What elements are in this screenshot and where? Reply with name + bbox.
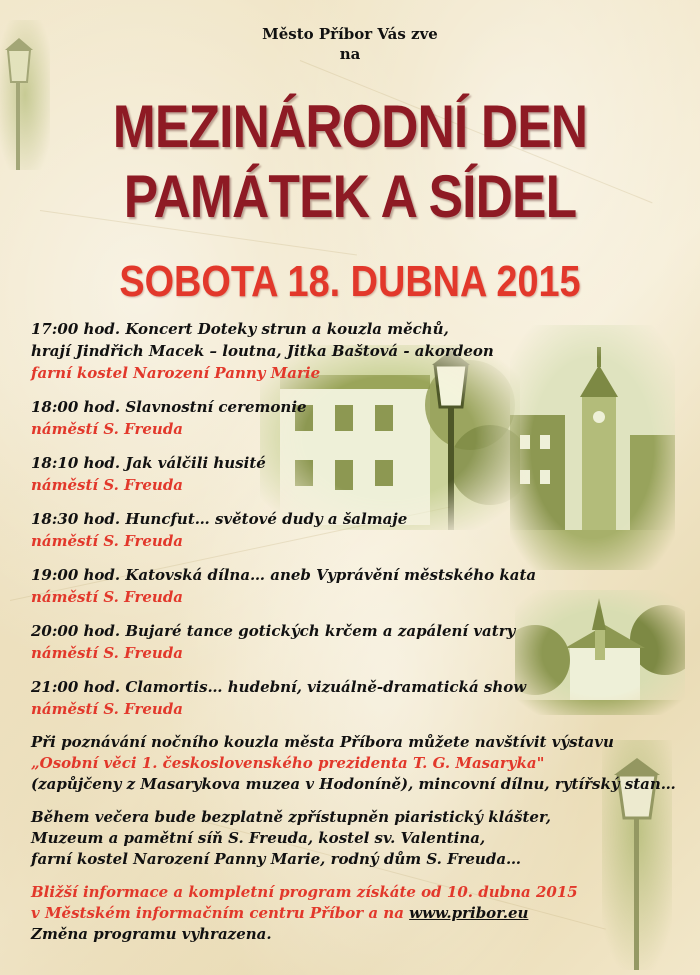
program-list	[31, 318, 676, 957]
event-place: náměstí S. Freuda	[31, 532, 184, 550]
exhibition-line-1: Při poznávání nočního kouzla města Příbora můžete navštívit výstavu	[31, 733, 614, 751]
event-time-title: 20:00 hod. Bujaré tance gotických krčem a zapálení vatry	[31, 622, 516, 640]
info-line-1: Bližší informace a kompletní program získáte od 10. dubna 2015	[31, 883, 578, 901]
event-time-title: 17:00 hod. Koncert Doteky strun a kouzla měchů,	[31, 320, 449, 338]
invite-line-2: na	[339, 45, 361, 63]
event-performers: hrají Jindřich Macek – loutna, Jitka Baštová - akordeon	[31, 342, 494, 360]
event-time-title: 18:10 hod. Jak válčili husité	[31, 454, 266, 472]
program-item	[31, 396, 671, 440]
event-place: náměstí S. Freuda	[31, 588, 184, 606]
contact-info	[31, 882, 671, 945]
event-place: náměstí S. Freuda	[31, 420, 184, 438]
program-item	[31, 620, 671, 664]
event-date: SOBOTA 18. DUBNA 2015	[119, 257, 581, 306]
event-place: náměstí S. Freuda	[31, 644, 184, 662]
exhibition-line-3: (zapůjčeny z Masarykova muzea v Hodoníně), mincovní dílnu, rytířský stan…	[31, 775, 676, 793]
program-item	[31, 452, 671, 496]
info-line-2	[31, 903, 671, 924]
invitation-text	[0, 24, 700, 64]
event-time-title: 21:00 hod. Clamortis… hudební, vizuálně-dramatická show	[31, 678, 527, 696]
program-item	[31, 564, 671, 608]
title-line-2: PAMÁTEK A SÍDEL	[123, 163, 577, 230]
info-line-3: Změna programu vyhrazena.	[31, 925, 272, 943]
page-title	[49, 92, 651, 232]
open-places-info	[31, 807, 671, 870]
event-place: náměstí S. Freuda	[31, 700, 184, 718]
program-item	[31, 676, 671, 720]
open-places-line-2: Muzeum a pamětní síň S. Freuda, kostel sv. Valentina,	[31, 829, 486, 847]
invite-line-1: Město Příbor Vás zve	[262, 25, 438, 43]
event-time-title: 18:00 hod. Slavnostní ceremonie	[31, 398, 307, 416]
exhibition-line-2: „Osobní věci 1. československého prezidenta T. G. Masaryka"	[31, 754, 545, 772]
title-line-1: MEZINÁRODNÍ DEN	[112, 93, 588, 160]
program-item	[31, 318, 671, 384]
event-place: farní kostel Narození Panny Marie	[31, 364, 321, 382]
info-line-2-text: v Městském informačním centru Příbor a na	[31, 904, 410, 922]
event-time-title: 18:30 hod. Huncfut… světové dudy a šalmaje	[31, 510, 408, 528]
open-places-line-1: Během večera bude bezplatně zpřístupněn piaristický klášter,	[31, 808, 552, 826]
event-place: náměstí S. Freuda	[31, 476, 184, 494]
exhibition-info	[31, 732, 676, 795]
program-item	[31, 508, 671, 552]
event-time-title: 19:00 hod. Katovská dílna… aneb Vyprávění městského kata	[31, 566, 537, 584]
website-link[interactable]: www.pribor.eu	[409, 904, 529, 922]
open-places-line-3: farní kostel Narození Panny Marie, rodný dům S. Freuda…	[31, 850, 522, 868]
